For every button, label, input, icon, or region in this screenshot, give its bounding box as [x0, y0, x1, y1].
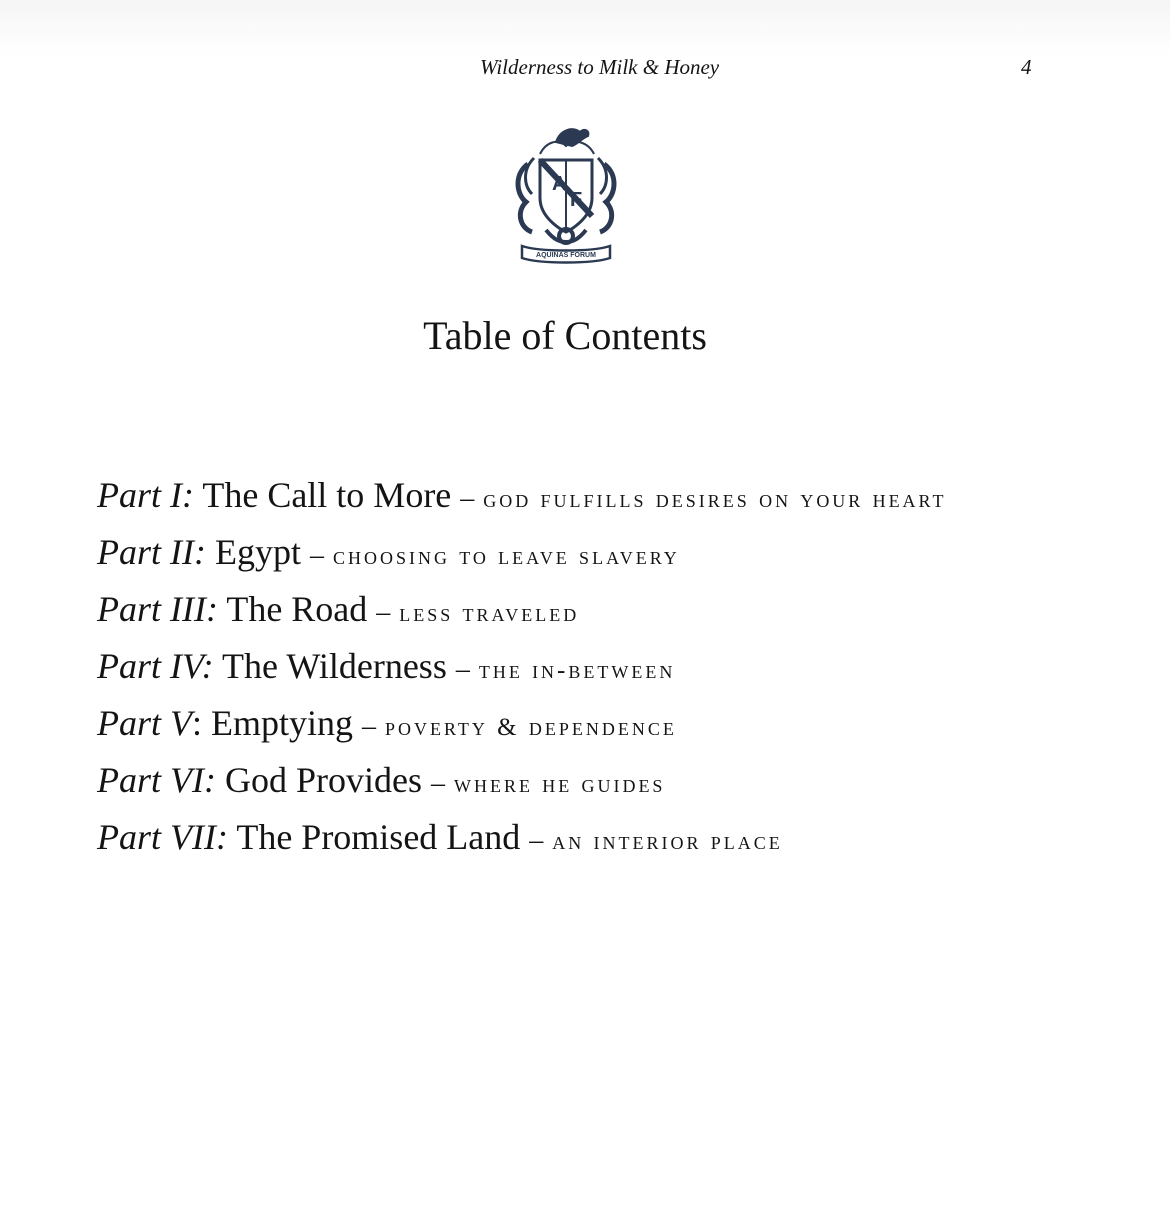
crest-letter-right: F	[570, 189, 583, 211]
part-label: Part V	[97, 703, 192, 743]
part-label: Part II:	[97, 532, 206, 572]
separator-dash: –	[529, 825, 544, 856]
part-label: Part IV:	[97, 646, 214, 686]
part-title: The Road	[226, 589, 368, 629]
part-label: Part I:	[97, 475, 194, 515]
running-title: Wilderness to Milk & Honey	[480, 55, 720, 79]
part-subtitle: an interior place	[552, 828, 783, 855]
part-label: Part VII:	[97, 817, 228, 857]
crest-banner-text: AQUINAS FORUM	[536, 252, 596, 259]
part-title: : Emptying	[192, 703, 353, 743]
part-subtitle: god fulfills desires on your heart	[483, 486, 947, 513]
part-title: Egypt	[214, 532, 301, 572]
part-subtitle: less traveled	[399, 600, 580, 627]
page-number: 4	[1021, 55, 1032, 79]
separator-dash: –	[455, 654, 470, 685]
part-subtitle: poverty & dependence	[385, 714, 677, 741]
top-shade	[0, 0, 1170, 56]
separator-dash: –	[460, 483, 475, 514]
part-subtitle: where he guides	[453, 771, 666, 798]
toc-title: Table of Contents	[423, 313, 707, 358]
toc-list	[97, 470, 1097, 869]
part-subtitle: choosing to leave slavery	[332, 543, 680, 570]
crest-letter-left: A	[552, 173, 567, 195]
part-title: The Promised Land	[236, 817, 521, 857]
part-label: Part VI:	[97, 760, 216, 800]
toc-entry-part-7[interactable]	[97, 812, 1097, 869]
toc-entry-part-4[interactable]	[97, 641, 1097, 698]
separator-dash: –	[376, 597, 391, 628]
toc-entry-part-5[interactable]	[97, 698, 1097, 755]
part-title: The Call to More	[202, 475, 452, 515]
part-label: Part III:	[97, 589, 218, 629]
toc-entry-part-3[interactable]	[97, 584, 1097, 641]
crest-logo-icon	[510, 124, 622, 264]
separator-dash: –	[362, 711, 376, 742]
part-title: God Provides	[224, 760, 422, 800]
toc-entry-part-6[interactable]	[97, 755, 1097, 812]
toc-entry-part-1[interactable]	[97, 470, 1097, 527]
part-title: The Wilderness	[222, 646, 447, 686]
toc-entry-part-2[interactable]	[97, 527, 1097, 584]
separator-dash: –	[309, 540, 324, 571]
part-subtitle: the in-between	[478, 657, 676, 684]
separator-dash: –	[430, 768, 445, 799]
